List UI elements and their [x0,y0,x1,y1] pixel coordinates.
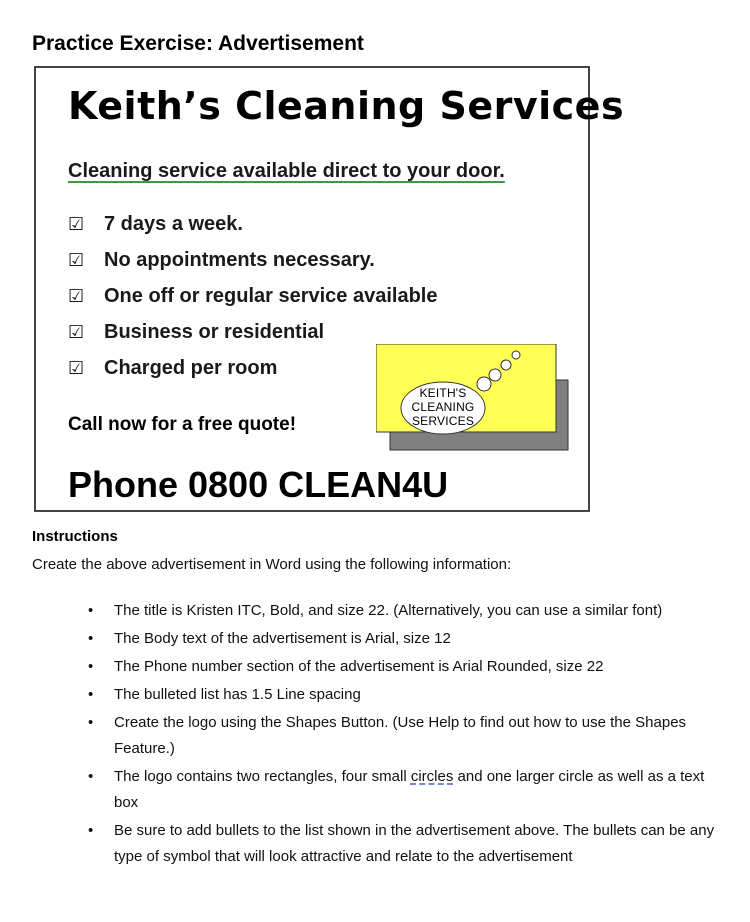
logo-small-circle [512,351,520,359]
checkbox-icon: ☑ [68,250,85,270]
instruction-item: • The title is Kristen ITC, Bold, and size 22. (Alternatively, you can use a similar font) [88,598,728,624]
ad-title: Keith’s Cleaning Services [68,84,625,128]
ad-tagline: Cleaning service available direct to your door. [68,160,505,182]
logo-text-line: CLEANING [411,400,475,414]
ad-list-item-text: Charged per room [104,357,278,379]
instruction-text: and one larger circle as well as a text box [114,768,705,811]
instruction-item: • The Phone number section of the advertisement is Arial Rounded, size 22 [88,654,728,680]
logo-text-line: KEITH'S [419,386,467,400]
logo-small-circle [477,377,491,391]
ad-list-item-text: Business or residential [104,321,325,343]
instruction-item: • Create the logo using the Shapes Button. (Use Help to find out how to use the Shapes Feature.) [88,710,728,762]
instructions-title: Instructions [32,528,118,545]
spelling-flag[interactable]: circles [410,768,454,785]
instruction-item: • The Body text of the advertisement is Arial, size 12 [88,626,728,652]
instruction-text: The logo contains two rectangles, four small [114,768,411,785]
instruction-item [88,764,728,816]
logo-graphic [376,344,576,454]
instructions-list [88,598,728,872]
ad-list-item-text: One off or regular service available [104,285,438,307]
ad-list-item [68,206,437,242]
ad-list-item [68,278,437,314]
checkbox-icon: ☑ [68,286,85,306]
ad-list-item [68,242,437,278]
call-to-action: Call now for a free quote! [68,414,297,435]
logo-text [410,386,476,428]
company-logo [376,344,576,454]
checkbox-icon: ☑ [68,214,85,234]
logo-text-line: SERVICES [411,414,475,428]
advertisement-box [34,66,625,512]
instructions-intro: Create the above advertisement in Word using the following information: [32,556,512,573]
ad-list-item-text: 7 days a week. [104,213,243,235]
logo-small-circle [501,360,511,370]
logo-small-circle [489,369,501,381]
ad-list-item-text: No appointments necessary. [104,249,375,271]
page-title: Practice Exercise: Advertisement [32,32,364,55]
instruction-item: • Be sure to add bullets to the list shown in the advertisement above. The bullets can be any type of symbol that will look attractive and relate to the advertisement [88,818,728,870]
instruction-item: • The bulleted list has 1.5 Line spacing [88,682,728,708]
phone-number: Phone 0800 CLEAN4U [68,464,449,505]
checkbox-icon: ☑ [68,322,85,342]
checkbox-icon: ☑ [68,358,85,378]
